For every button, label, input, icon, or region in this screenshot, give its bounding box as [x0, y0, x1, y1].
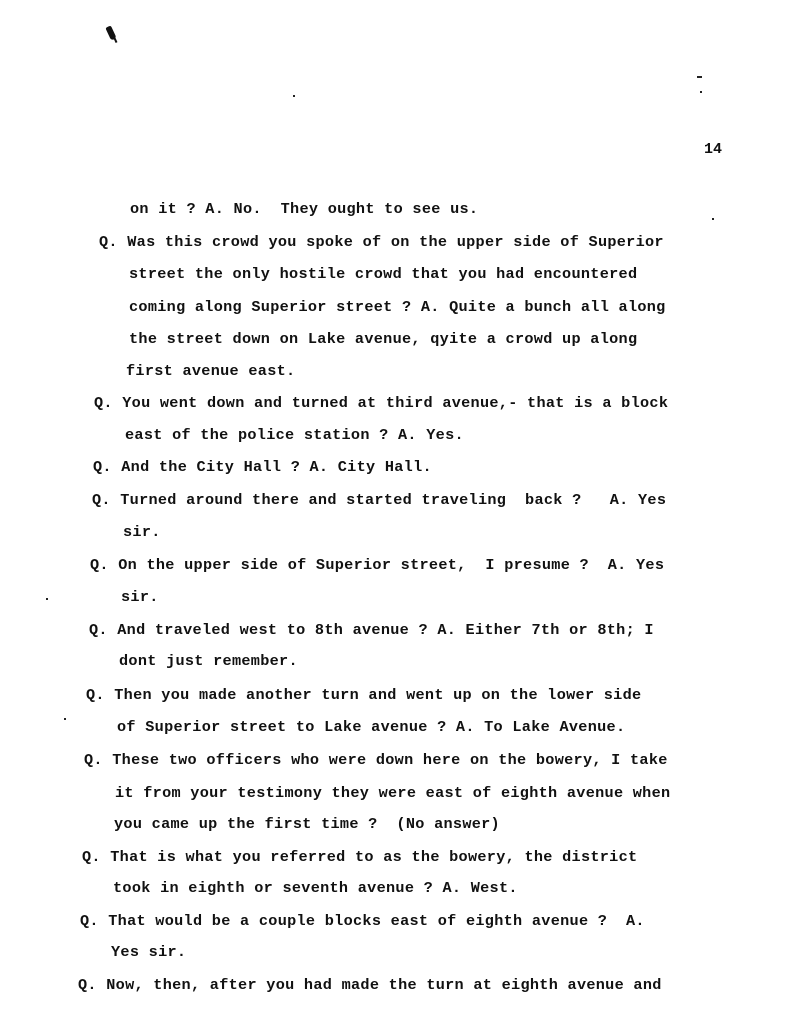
answer-continuation-line: of Superior street to Lake avenue ? A. To Lake Avenue.	[117, 718, 626, 736]
answer-continuation-line: you came up the first time ? (No answer)	[114, 815, 500, 833]
answer-continuation-line: on it ? A. No. They ought to see us.	[130, 200, 479, 218]
answer-continuation-line: east of the police station ? A. Yes.	[125, 426, 464, 444]
ink-blot-mark	[105, 25, 116, 40]
question-line: Q. And traveled west to 8th avenue ? A. Either 7th or 8th; I	[89, 621, 654, 639]
answer-continuation-line: the street down on Lake avenue, qyite a crowd up along	[129, 330, 638, 348]
answer-continuation-line: street the only hostile crowd that you had encountered	[129, 265, 638, 283]
answer-continuation-line: sir.	[123, 523, 161, 541]
answer-continuation-line: took in eighth or seventh avenue ? A. West.	[113, 879, 518, 897]
answer-continuation-line: coming along Superior street ? A. Quite a bunch all along	[129, 298, 666, 316]
scan-speck	[712, 218, 714, 220]
answer-continuation-line: dont just remember.	[119, 652, 298, 670]
scan-speck	[46, 598, 48, 600]
scan-speck	[64, 718, 66, 720]
question-line: Q. You went down and turned at third avenue,- that is a block	[94, 394, 669, 412]
answer-continuation-line: it from your testimony they were east of eighth avenue when	[115, 784, 671, 802]
page-number: 14	[704, 141, 723, 158]
question-line: Q. Turned around there and started traveling back ? A. Yes	[92, 491, 667, 509]
answer-continuation-line: Yes sir.	[111, 943, 187, 961]
scan-speck	[700, 91, 702, 93]
question-line: Q. Was this crowd you spoke of on the upper side of Superior	[99, 233, 664, 251]
question-line: Q. And the City Hall ? A. City Hall.	[93, 458, 432, 476]
question-line: Q. Then you made another turn and went up on the lower side	[86, 686, 642, 704]
question-line: Q. On the upper side of Superior street, I presume ? A. Yes	[90, 556, 665, 574]
scan-speck	[697, 76, 702, 78]
answer-continuation-line: first avenue east.	[126, 362, 296, 380]
scan-speck	[293, 95, 295, 97]
question-line: Q. That would be a couple blocks east of eighth avenue ? A.	[80, 912, 645, 930]
question-line: Q. That is what you referred to as the bowery, the district	[82, 848, 638, 866]
question-line: Q. Now, then, after you had made the turn at eighth avenue and	[78, 976, 662, 994]
answer-continuation-line: sir.	[121, 588, 159, 606]
question-line: Q. These two officers who were down here on the bowery, I take	[84, 751, 668, 769]
